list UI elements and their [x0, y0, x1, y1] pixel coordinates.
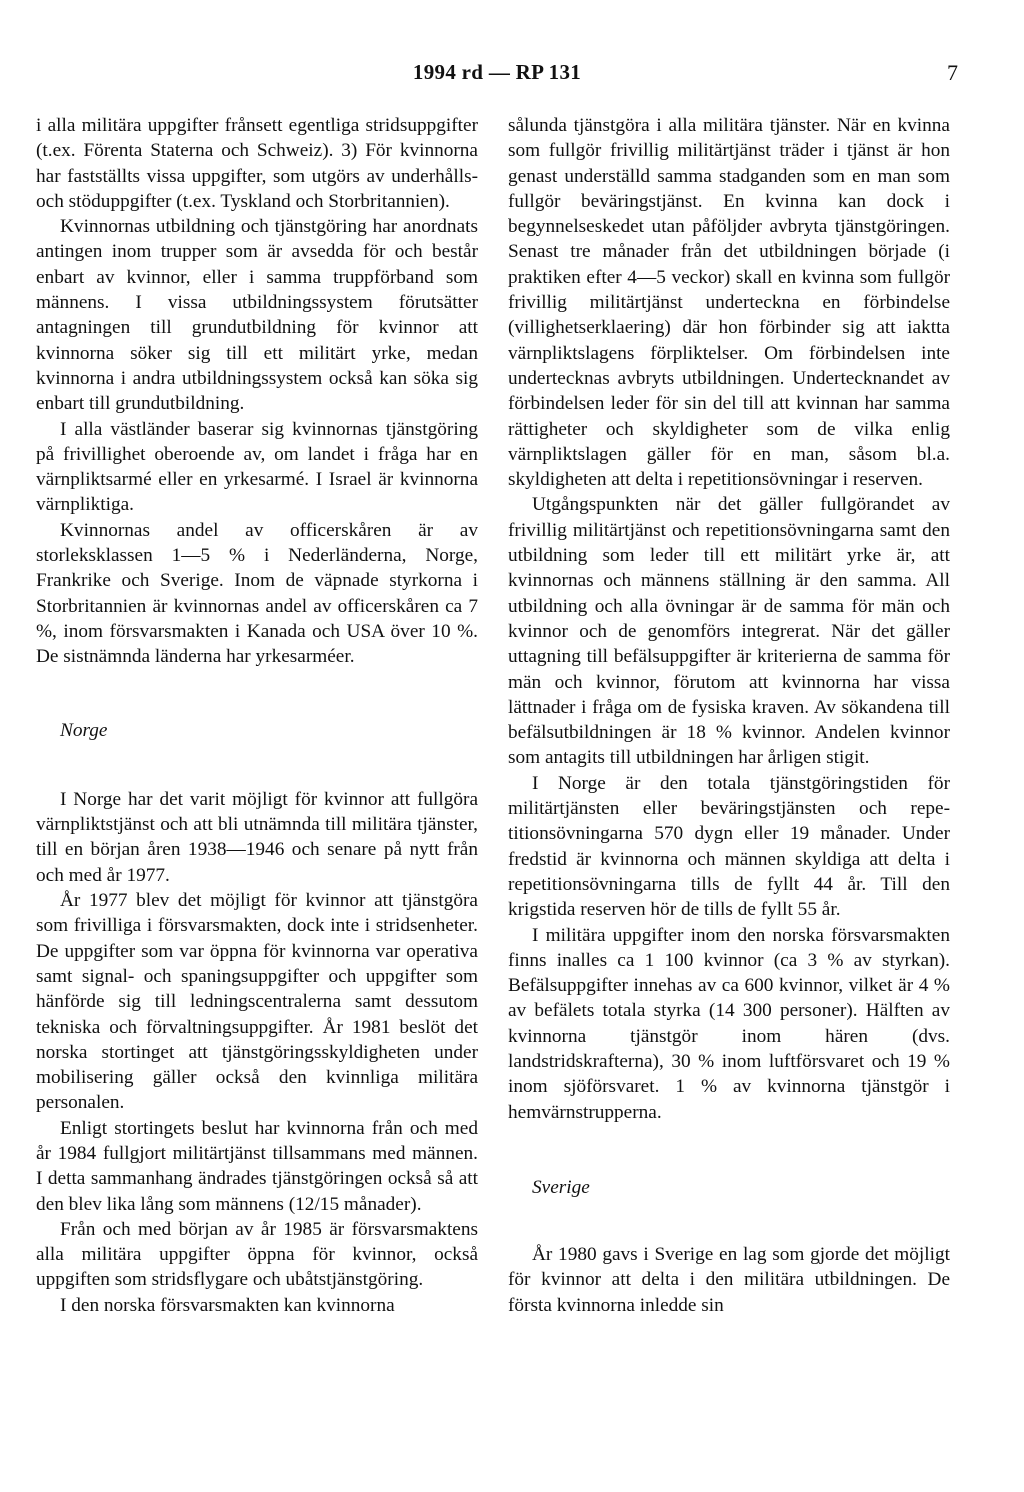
paragraph: Kvinnornas andel av officerskåren är av storleksklassen 1—5 % i Nederländerna, Norge, Frankrike och Sverige. Inom de väpnade styrkorna i Storbritannien är kvinnornas andel av officerskåren ca 7 %, inom försvarsmakten i Kanada och USA över 10 %. De sistnämnda länderna har yrkesarméer.: [36, 519, 478, 668]
right-column: [508, 113, 950, 1318]
paragraph: i alla militära uppgifter frånsett egentliga stridsuppgifter (t.ex. Förenta Staterna och Schweiz). 3) För kvinnorna har fastställts vissa uppgifter, som utgörs av underhålls- och stöduppgifter (t.ex. Tyskland och Storbritannien).: [36, 115, 478, 212]
left-column: [36, 113, 478, 1318]
section-heading-sverige: Sverige: [532, 1176, 590, 1198]
paragraph: År 1980 gavs i Sverige en lag som gjorde det möjligt för kvinnor att delta i den militära utbildningen. De första kvinnorna inledde sin: [508, 1244, 950, 1316]
paragraph: I alla västländer baserar sig kvinnornas tjänstgöring på frivillighet oberoende av, om landet i fråga har en värnpliktsarmé eller en yrkesarmé. I Israel är kvinnorna värnpliktiga.: [36, 418, 478, 516]
section-heading-norge: Norge: [60, 719, 108, 741]
document-reference: 1994 rd — RP 131: [412, 60, 582, 84]
paragraph: sålunda tjänstgöra i alla militära tjänster. När en kvinna som fullgör frivillig militärtjänst träder i tjänst är hon genast underställd samma stadganden som en man som fullgör beväringstjänst. En kvinna kan dock i begynnelseskedet utan påföljder avbryta tjänstgöringen. Senast tre månader från det utbildningen började (i praktiken efter 4—5 veckor) skall en kvinna som fullgör frivillig militärtjänst underteckna en förbindelse (villighetserklaering) där hon förbinder sig att iaktta värnpliktslagens förpliktelser. Om förbindelsen inte undertecknas avbryts utbildningen. Undertecknandet av förbindelsen leder för sin del till att kvinnan har samma rättigheter och skyldigheter som de vilka enlig värnpliktslagen gäller för en man, såsom bl.a. skyldigheten att delta i repetitionsövningar i reserven.: [508, 115, 950, 491]
paragraph: I militära uppgifter inom den norska försvarsmakten finns inalles ca 1 100 kvinnor (ca 3 % av styrkan). Befälsuppgifter innehas av ca 600 kvinnor, vilket är 4 % av befälets totala styrka (14 300 personer). Hälften av kvinnorna tjänstgör inom hären (dvs. landstridskrafterna), 30 % inom luftförsvaret och 19 % inom sjöförsvaret. 1 % av kvinnorna tjänstgör i hemvärnstrupperna.: [508, 924, 950, 1123]
paragraph: I den norska försvarsmakten kan kvinnorna: [60, 1294, 395, 1316]
paragraph: År 1977 blev det möjligt för kvinnor att tjänstgöra som frivilliga i försvarsmakten, dock inte i stridsenheter. De uppgifter som var öppna för kvinnorna var operativa samt signal- och spaningsuppgifter och uppgifter som hänförde sig till ledningscentralerna samt dessutom tekniska och förvaltningsuppgifter. År 1981 beslöt det norska stortinget att tjänstgöringsskyldigheten under mobilisering gäller också den kvinnliga militära personalen.: [36, 890, 478, 1114]
paragraph: Utgångspunkten när det gäller fullgörandet av frivillig militärtjänst och repetitionsövningarna samt den utbildning som leder till ett militärt yrke är, att kvinnornas och männens ställning är den samma. All utbildning och alla övningar är de samma för män och kvinnor och de genomförs integrerat. När det gäller uttagning till befälsuppgifter är kriterierna de samma för män och kvinnor, förutom att kvinnorna har vissa lättnader i fråga om de fysiska kraven. Av sökandena till befälsutbildningen är 18 % kvinnor. Andelen kvinnor som antagits till utbildningen har årligen stigit.: [508, 494, 950, 769]
page-header: [36, 60, 958, 90]
paragraph: Från och med början av år 1985 är försvarsmaktens alla militära uppgifter öppna för kvinnor, också uppgiften som stridsflygare och ubåtstjänstgöring.: [36, 1218, 478, 1291]
paragraph: I Norge är den totala tjänstgöringstiden för militärtjänsten eller beväringstjänsten och repetitionsövningarna 570 dygn eller 19 månader. Under fredstid är kvinnorna och männen skyldiga att delta i repetitionsövningarna tills de fyllt 44 år. Till den krigstida reserven hör de tills de fyllt 55 år.: [508, 772, 950, 921]
paragraph: Kvinnornas utbildning och tjänstgöring har anordnats antingen inom trupper som är avsedda för och består enbart av kvinnor, eller i samma truppförband som männens. I vissa utbildningssystem förutsätter antagningen till grundutbildning för kvinnor att kvinnorna söker sig till ett militärt yrke, medan kvinnorna i andra utbildningssystem också kan söka sig enbart till grundutbildning.: [36, 216, 478, 415]
paragraph: I Norge har det varit möjligt för kvinnor att fullgöra värnpliktstjänst och att bli utnämnda till militära tjänster, till en början åren 1938—1946 och senare på nytt från och med år 1977.: [36, 788, 478, 886]
page-number: 7: [947, 60, 958, 85]
paragraph: Enligt stortingets beslut har kvinnorna från och med år 1984 fullgjort militärtjänst tillsammans med männen. I detta sammanhang ändrades tjänstgöringen också så att den blev lika lång som männens (12/15 månader).: [36, 1117, 478, 1215]
